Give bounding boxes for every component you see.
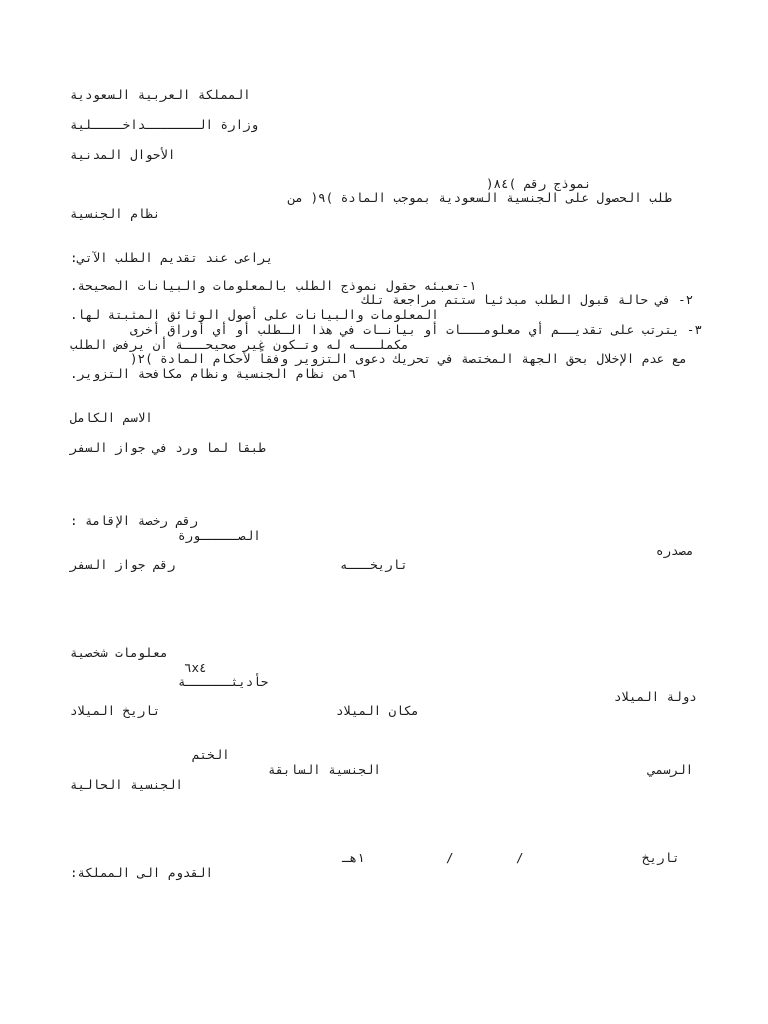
- instruction-2b: المعلومات والبيانات على أصول الوثائق المثبتة لها.: [70, 307, 439, 322]
- photo-label: الصـــــورة: [178, 528, 261, 543]
- full-name-label: الاسم الكامل: [70, 410, 153, 425]
- instruction-3b: مكملـــه له وتـكون غير صحيحـــة أن يرفض الطلب: [70, 337, 409, 352]
- photo-size-label: ٦x٤: [184, 660, 207, 675]
- arrival-date-label: تاريخ: [642, 850, 680, 865]
- arrival-to-kingdom-label: القدوم الى المملكة:: [70, 865, 213, 880]
- date-label: تاريخـــه: [340, 557, 408, 572]
- birth-place-label: مكان الميلاد: [336, 703, 419, 718]
- birth-country-label: دولة الميلاد: [614, 689, 697, 704]
- date-separator-2: /: [446, 850, 454, 865]
- recent-photo-label: حأديثــــــة: [178, 674, 269, 689]
- passport-number-label: رقم جواز السفر: [70, 557, 176, 572]
- instruction-2a: ٢- في حالة قبول الطلب مبدئيا ستتم مراجعة تلك: [362, 292, 694, 307]
- form-number: نموذج رقم )٨٤(: [486, 176, 592, 191]
- form-title-line1: طلب الحصول على الجنسية السعودية بموجب المادة )٩( من: [288, 190, 672, 205]
- birth-date-label: تاريخ الميلاد: [70, 703, 161, 718]
- instruction-3a: ٣- يترتب على تقديــم أي معلومـــات أو بيانـات في هذا الـطلب أو أي أوراق أخرى: [130, 322, 702, 337]
- personal-info-label: معلومات شخصية: [70, 645, 168, 660]
- instruction-3d: ٦من نظام الجنسية ونظام مكافحة التزوير.: [70, 366, 356, 381]
- instruction-3c: مع عدم الإخلال بحق الجهة المختصة في تحريك دعوى التزوير وفقاً لأحكام المادة )٢(: [130, 351, 687, 366]
- hijri-year-suffix: ١هـ: [342, 850, 365, 865]
- residence-permit-label: رقم رخصة الإقامة :: [70, 513, 198, 528]
- form-title-line2: نظام الجنسية: [70, 206, 161, 221]
- instructions-heading: يراعى عند تقديم الطلب الآتي:: [70, 250, 274, 265]
- department-title: الأحوال المدنية: [70, 147, 176, 162]
- source-label: مصدره: [656, 543, 694, 558]
- official-label: الرسمي: [648, 762, 694, 777]
- instruction-1: ١-تعبئه حقول نموذج الطلب بالمعلومات والبيانات الصحيحة.: [70, 278, 477, 293]
- previous-nationality-label: الجنسية السابقة: [268, 762, 381, 777]
- current-nationality-label: الجنسية الحالية: [70, 777, 183, 792]
- date-separator-1: /: [516, 850, 524, 865]
- kingdom-title: المملكة العربية السعودية: [70, 87, 251, 102]
- ministry-title: وزارة الـــــــداخــــلية: [70, 117, 259, 132]
- stamp-label: الختم: [192, 747, 230, 762]
- passport-note-label: طبقا لما ورد في جواز السفر: [70, 440, 266, 455]
